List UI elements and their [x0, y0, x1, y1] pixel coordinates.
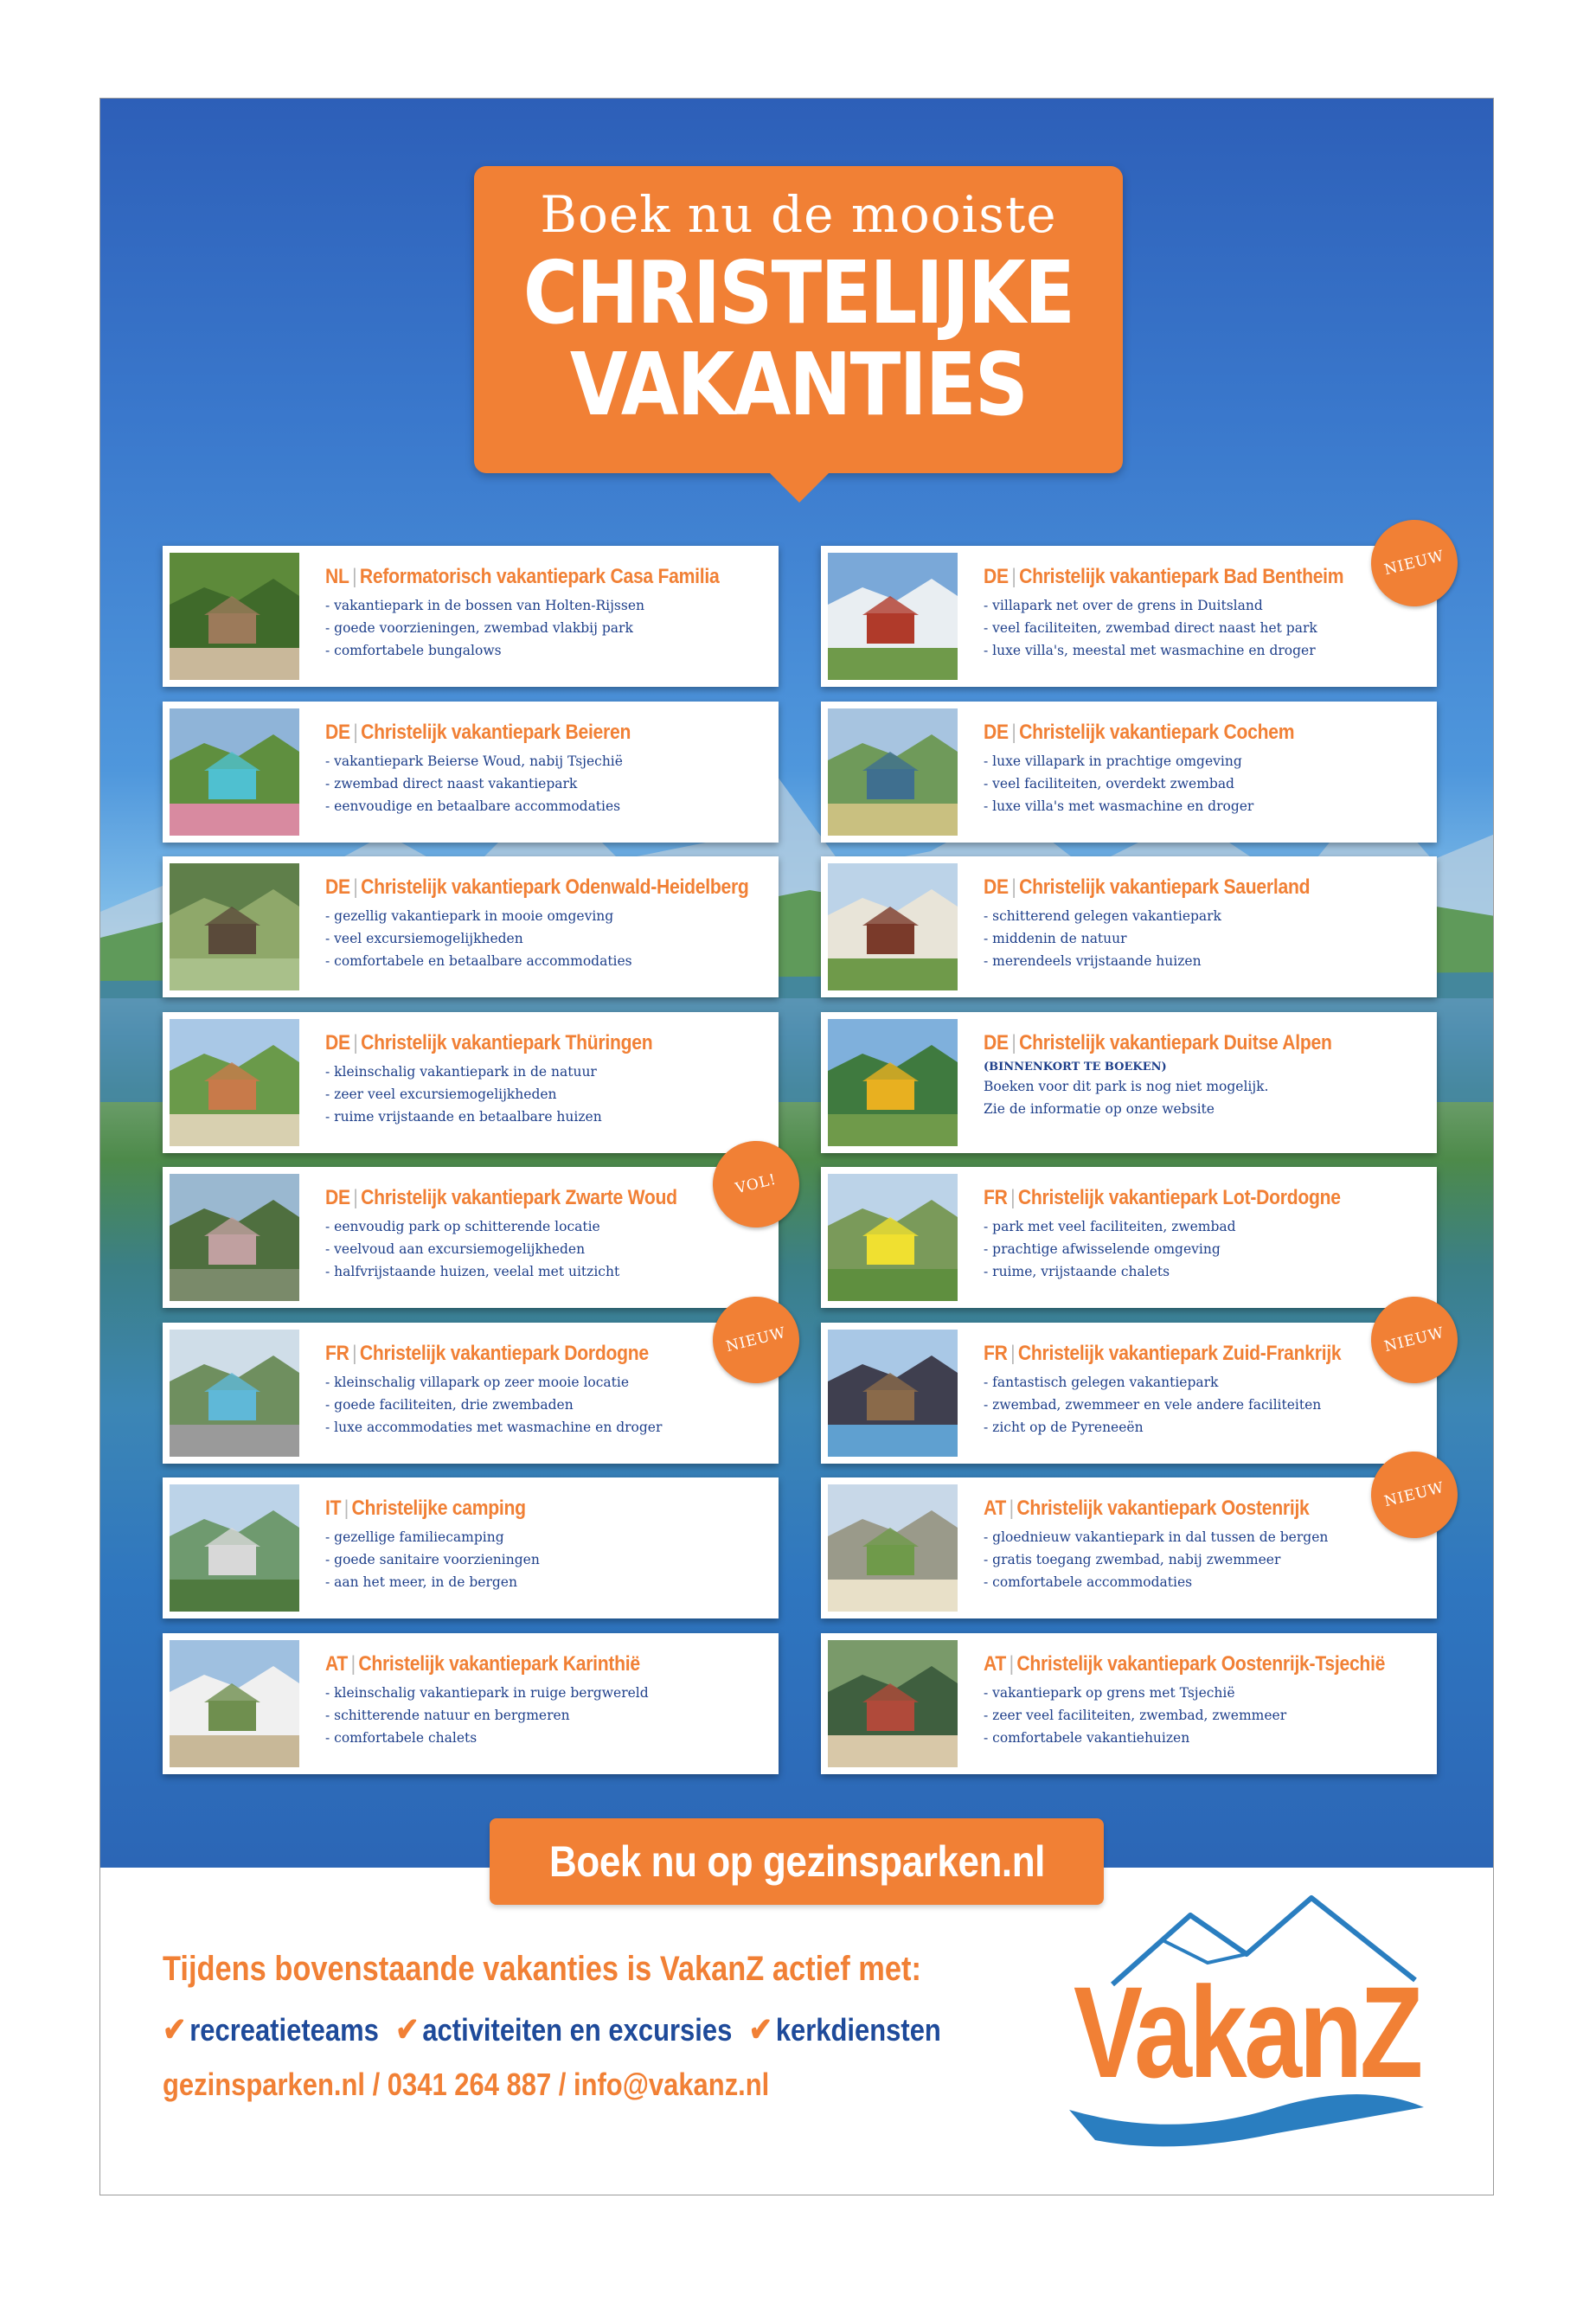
title-separator: |	[350, 1652, 356, 1676]
park-photo	[170, 863, 299, 990]
park-card[interactable]	[163, 856, 779, 997]
headline-line3: VAKANTIES	[569, 334, 1028, 435]
park-feature: - luxe villapark in prachtige omgeving	[984, 753, 1242, 769]
park-features	[325, 905, 770, 972]
park-note: Boeken voor dit park is nog niet mogelijk.	[984, 1079, 1269, 1094]
park-card[interactable]	[163, 1323, 779, 1464]
park-features	[325, 1215, 770, 1283]
park-title	[984, 1342, 1433, 1366]
park-feature: - gezellige familiecamping	[325, 1529, 504, 1545]
park-card[interactable]	[163, 1633, 779, 1774]
park-features	[325, 1061, 770, 1128]
park-photo	[170, 553, 299, 680]
park-feature: - vakantiepark Beierse Woud, nabij Tsjechië	[325, 753, 623, 769]
park-name: Christelijk vakantiepark Thüringen	[361, 1031, 653, 1054]
park-photo	[828, 1330, 958, 1457]
title-separator: |	[352, 565, 357, 588]
park-feature: - kleinschalig villapark op zeer mooie locatie	[325, 1375, 630, 1390]
park-name: Christelijk vakantiepark Oostenrijk-Tsjechië	[1016, 1652, 1386, 1676]
park-feature: - comfortabele chalets	[325, 1730, 478, 1746]
park-photo	[828, 553, 958, 680]
park-feature: - comfortabele en betaalbare accommodaties	[325, 953, 632, 969]
checkmark-icon: ✔	[395, 2012, 420, 2048]
park-feature: - gratis toegang zwembad, nabij zwemmeer	[984, 1552, 1281, 1567]
park-name: Christelijk vakantiepark Karinthië	[358, 1652, 640, 1676]
new-badge: NIEUW	[703, 1287, 808, 1392]
park-name: Christelijk vakantiepark Beieren	[361, 721, 631, 744]
park-photo	[170, 1019, 299, 1146]
park-feature: - gezellig vakantiepark in mooie omgeving	[325, 908, 614, 924]
park-features	[984, 750, 1428, 817]
checkmark-icon: ✔	[163, 2012, 187, 2048]
park-title	[984, 1497, 1433, 1521]
headline-line2: CHRISTELIJKE	[522, 242, 1074, 343]
park-country: NL	[325, 565, 349, 588]
park-card[interactable]	[821, 1633, 1437, 1774]
new-badge: NIEUW	[1362, 1442, 1466, 1547]
park-feature: - veelvoud aan excursiemogelijkheden	[325, 1241, 586, 1257]
park-feature: - fantastisch gelegen vakantiepark	[984, 1375, 1219, 1390]
title-separator: |	[1009, 1652, 1014, 1676]
park-feature: - middenin de natuur	[984, 931, 1127, 946]
title-separator: |	[1011, 565, 1016, 588]
title-separator: |	[353, 1186, 358, 1209]
park-country: DE	[325, 721, 350, 744]
park-country: DE	[984, 1031, 1009, 1054]
park-country: DE	[984, 721, 1009, 744]
title-separator: |	[352, 1342, 357, 1365]
park-title	[984, 1031, 1433, 1055]
park-country: DE	[325, 875, 350, 899]
park-title	[984, 1186, 1433, 1210]
park-photo	[828, 1019, 958, 1146]
park-card[interactable]	[821, 546, 1437, 687]
park-title	[325, 1342, 774, 1366]
park-feature: - goede faciliteiten, drie zwembaden	[325, 1397, 574, 1413]
park-name: Christelijk vakantiepark Duitse Alpen	[1019, 1031, 1332, 1054]
park-country: IT	[325, 1497, 342, 1520]
park-country: DE	[984, 875, 1009, 899]
park-title	[325, 1031, 774, 1055]
park-features	[984, 905, 1428, 972]
park-feature: - zicht op de Pyreneeën	[984, 1420, 1144, 1435]
checkmark-icon: ✔	[748, 2012, 772, 2048]
park-country: FR	[984, 1342, 1008, 1365]
park-name: Christelijk vakantiepark Zuid-Frankrijk	[1017, 1342, 1342, 1365]
title-separator: |	[1011, 1031, 1016, 1054]
park-feature: - veel faciliteiten, zwembad direct naast het park	[984, 620, 1317, 636]
title-separator: |	[353, 721, 358, 744]
park-features	[325, 594, 770, 662]
park-feature: - comfortabele bungalows	[325, 643, 502, 658]
title-separator: |	[1010, 1342, 1016, 1365]
park-feature: - goede voorzieningen, zwembad vlakbij park	[325, 620, 633, 636]
park-feature: - eenvoudig park op schitterende locatie	[325, 1219, 600, 1234]
park-feature: - eenvoudige en betaalbare accommodaties	[325, 798, 621, 814]
title-separator: |	[343, 1497, 349, 1520]
park-country: AT	[984, 1497, 1007, 1520]
park-card[interactable]	[821, 1477, 1437, 1618]
feature-label: recreatieteams	[189, 2012, 379, 2048]
full-badge: VOL!	[703, 1131, 808, 1236]
park-feature: - prachtige afwisselende omgeving	[984, 1241, 1221, 1257]
park-name: Christelijk vakantiepark Odenwald-Heidelberg	[361, 875, 749, 899]
new-badge: NIEUW	[1362, 1287, 1466, 1392]
title-separator: |	[1011, 875, 1016, 899]
title-separator: |	[353, 1031, 358, 1054]
park-name: Christelijk vakantiepark Cochem	[1019, 721, 1295, 744]
park-title	[984, 565, 1433, 589]
feature-label: activiteiten en excursies	[422, 2012, 733, 2048]
park-title	[325, 1497, 774, 1521]
park-title	[325, 1652, 774, 1676]
headline-line1: Boek nu de mooiste	[540, 185, 1057, 244]
park-name: Christelijke camping	[351, 1497, 526, 1520]
park-feature: - park met veel faciliteiten, zwembad	[984, 1219, 1236, 1234]
park-name: Reformatorisch vakantiepark Casa Familia	[359, 565, 720, 588]
park-features	[325, 750, 770, 817]
park-feature: - schitterend gelegen vakantiepark	[984, 908, 1221, 924]
park-feature: - aan het meer, in de bergen	[325, 1574, 517, 1590]
book-now-button[interactable]	[490, 1818, 1104, 1905]
park-country: AT	[984, 1652, 1007, 1676]
park-feature: - kleinschalig vakantiepark in ruige bergwereld	[325, 1685, 649, 1701]
feature-item	[395, 2010, 732, 2049]
park-country: DE	[325, 1031, 350, 1054]
park-note: Zie de informatie op onze website	[984, 1101, 1215, 1117]
park-features	[984, 1371, 1428, 1439]
park-card[interactable]	[163, 546, 779, 687]
park-feature: - goede sanitaire voorzieningen	[325, 1552, 540, 1567]
park-card[interactable]	[163, 702, 779, 843]
park-feature: - villapark net over de grens in Duitsland	[984, 598, 1263, 613]
park-card[interactable]	[163, 1012, 779, 1153]
park-title	[984, 875, 1433, 900]
park-title	[984, 1652, 1433, 1676]
park-feature: - luxe villa's, meestal met wasmachine en droger	[984, 643, 1316, 658]
park-photo	[828, 1640, 958, 1767]
park-features	[325, 1371, 770, 1439]
park-feature: - comfortabele vakantiehuizen	[984, 1730, 1190, 1746]
park-feature: - veel excursiemogelijkheden	[325, 931, 523, 946]
title-separator: |	[1009, 1497, 1014, 1520]
footer-heading: Tijdens bovenstaande vakanties is VakanZ actief met:	[163, 1950, 921, 1988]
logo-wordmark: VakanZ	[1074, 1959, 1421, 2105]
park-country: DE	[325, 1186, 350, 1209]
park-features	[984, 1526, 1428, 1593]
park-feature: - ruime, vrijstaande chalets	[984, 1264, 1170, 1279]
park-name: Christelijk vakantiepark Sauerland	[1019, 875, 1311, 899]
park-title	[984, 721, 1433, 745]
park-photo	[828, 1484, 958, 1612]
park-feature: - zwembad, zwemmeer en vele andere faciliteiten	[984, 1397, 1322, 1413]
park-photo	[170, 1330, 299, 1457]
park-title	[325, 721, 774, 745]
park-photo	[828, 863, 958, 990]
headline-bubble	[474, 166, 1123, 473]
park-name: Christelijk vakantiepark Bad Bentheim	[1019, 565, 1344, 588]
park-features	[984, 1215, 1428, 1283]
park-feature: - luxe accommodaties met wasmachine en droger	[325, 1420, 663, 1435]
park-feature: - kleinschalig vakantiepark in de natuur	[325, 1064, 597, 1080]
park-card[interactable]	[821, 1012, 1437, 1153]
park-name: Christelijk vakantiepark Lot-Dordogne	[1017, 1186, 1341, 1209]
park-feature: - vakantiepark op grens met Tsjechië	[984, 1685, 1235, 1701]
park-country: FR	[984, 1186, 1008, 1209]
park-title	[325, 875, 774, 900]
title-separator: |	[1010, 1186, 1016, 1209]
park-card[interactable]	[163, 1477, 779, 1618]
park-name: Christelijk vakantiepark Dordogne	[359, 1342, 649, 1365]
title-separator: |	[1011, 721, 1016, 744]
feature-item	[163, 2010, 379, 2049]
poster	[99, 98, 1494, 2195]
park-feature: - vakantiepark in de bossen van Holten-Rijssen	[325, 598, 644, 613]
park-feature: - luxe villa's met wasmachine en droger	[984, 798, 1254, 814]
park-country: DE	[984, 565, 1009, 588]
park-features	[984, 594, 1428, 662]
feature-item	[749, 2010, 941, 2049]
book-now-label: Boek nu op gezinsparken.nl	[548, 1837, 1045, 1886]
park-photo	[828, 708, 958, 836]
park-feature: - zeer veel faciliteiten, zwembad, zwemmeer	[984, 1708, 1287, 1723]
park-card[interactable]	[163, 1167, 779, 1308]
park-title	[325, 565, 774, 589]
park-card[interactable]	[821, 856, 1437, 997]
contact-line[interactable]: gezinsparken.nl / 0341 264 887 / info@vakanz.nl	[163, 2067, 770, 2102]
feature-list	[163, 2010, 954, 2049]
park-card[interactable]	[821, 702, 1437, 843]
park-name: Christelijk vakantiepark Zwarte Woud	[361, 1186, 677, 1209]
park-photo	[170, 1484, 299, 1612]
park-features	[325, 1526, 770, 1593]
park-country: FR	[325, 1342, 349, 1365]
park-card[interactable]	[821, 1323, 1437, 1464]
park-feature: - ruime vrijstaande en betaalbare huizen	[325, 1109, 602, 1125]
feature-label: kerkdiensten	[775, 2012, 941, 2048]
coming-soon-label: (BINNENKORT TE BOEKEN)	[984, 1061, 1167, 1074]
park-photo	[170, 1640, 299, 1767]
park-feature: - merendeels vrijstaande huizen	[984, 953, 1202, 969]
park-photo	[828, 1174, 958, 1301]
park-name: Christelijk vakantiepark Oostenrijk	[1016, 1497, 1310, 1520]
park-feature: - zwembad direct naast vakantiepark	[325, 776, 578, 792]
park-card[interactable]	[821, 1167, 1437, 1308]
park-photo	[170, 708, 299, 836]
title-separator: |	[353, 875, 358, 899]
new-badge: NIEUW	[1362, 510, 1466, 615]
vakanz-logo	[1061, 1881, 1441, 2166]
park-feature: - comfortabele accommodaties	[984, 1574, 1193, 1590]
park-feature: - zeer veel excursiemogelijkheden	[325, 1086, 557, 1102]
park-feature: - gloednieuw vakantiepark in dal tussen de bergen	[984, 1529, 1329, 1545]
park-title	[325, 1186, 774, 1210]
park-feature: - halfvrijstaande huizen, veelal met uitzicht	[325, 1264, 620, 1279]
park-feature: - veel faciliteiten, overdekt zwembad	[984, 776, 1234, 792]
park-country: AT	[325, 1652, 349, 1676]
park-photo	[170, 1174, 299, 1301]
park-feature: - schitterende natuur en bergmeren	[325, 1708, 570, 1723]
park-features	[325, 1682, 770, 1749]
park-features	[984, 1682, 1428, 1749]
